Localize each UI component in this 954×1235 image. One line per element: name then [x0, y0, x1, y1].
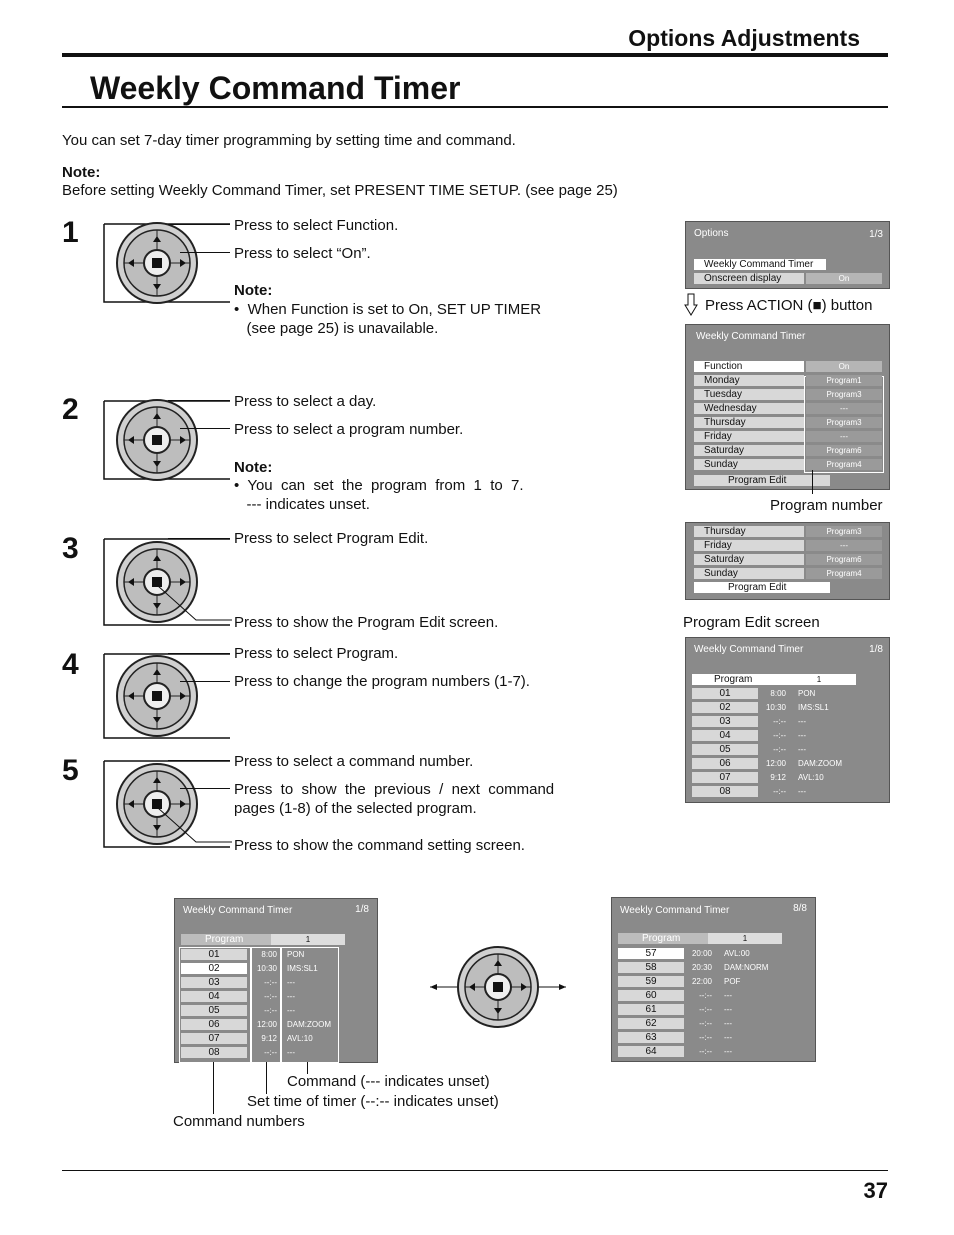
- step1-note-1: • When Function is set to On, SET UP TIMER: [234, 301, 542, 318]
- command-value: PON: [798, 689, 816, 698]
- command-value: IMS:SL1: [798, 703, 829, 712]
- command-number[interactable]: 58: [618, 962, 684, 973]
- command-number[interactable]: 61: [618, 1004, 684, 1015]
- note-label: Note:: [62, 164, 101, 181]
- step1-note-label: Note:: [234, 282, 273, 299]
- command-time: 22:00: [691, 977, 712, 986]
- command-time: 20:30: [691, 963, 712, 972]
- command-time: 20:00: [691, 949, 712, 958]
- command-number[interactable]: 02: [181, 963, 247, 974]
- remote-dpad-icon: [102, 652, 232, 742]
- command-time: --:--: [699, 991, 712, 1000]
- command-number[interactable]: 60: [618, 990, 684, 1001]
- command-value: AVL:10: [798, 773, 824, 782]
- step3-line1: Press to select Program Edit.: [234, 530, 429, 547]
- command-time: 10:30: [256, 964, 277, 973]
- step-number-3: 3: [62, 532, 79, 565]
- wct-row-label[interactable]: Thursday: [694, 417, 804, 428]
- caption-time: Set time of timer (--:-- indicates unset): [247, 1093, 499, 1110]
- wct-row-value[interactable]: Program3: [806, 389, 882, 400]
- command-number[interactable]: 57: [618, 948, 684, 959]
- command-number[interactable]: 03: [181, 977, 247, 988]
- wct-row-label[interactable]: Sunday: [694, 568, 804, 579]
- command-time: --:--: [264, 1048, 277, 1057]
- step-number-1: 1: [62, 216, 79, 249]
- command-number[interactable]: 04: [181, 991, 247, 1002]
- step2-note-2: --- indicates unset.: [234, 496, 370, 513]
- wct-row-value[interactable]: Program6: [806, 554, 882, 565]
- command-number[interactable]: 04: [692, 730, 758, 741]
- command-value: ---: [287, 978, 295, 987]
- command-number[interactable]: 02: [692, 702, 758, 713]
- command-value: DAM:ZOOM: [287, 1020, 331, 1029]
- command-value: DAM:NORM: [724, 963, 769, 972]
- command-number[interactable]: 07: [692, 772, 758, 783]
- command-number[interactable]: 08: [692, 786, 758, 797]
- wct-row-value[interactable]: ---: [806, 540, 882, 551]
- wct-row-label[interactable]: Tuesday: [694, 389, 804, 400]
- wct-screen: Weekly Command Timer Program Edit Function On Monday Program1 Tuesday Program3 Wednesday --- Thursday Program3 Friday --- Saturday Program6 Sunday Program4: [685, 324, 890, 490]
- title-rule: [62, 106, 888, 108]
- command-time: --:--: [699, 1033, 712, 1042]
- wct-row-label[interactable]: Wednesday: [694, 403, 804, 414]
- wct-row-label[interactable]: Monday: [694, 375, 804, 386]
- program-edit-screen: Weekly Command Timer 1/8 Program 1 01 8:00 PON 02 10:30 IMS:SL1 03 --:-- --- 04 --:-- --- 05 --:-- --- 06 12:00 DAM:ZOOM 07 9:12 AVL:10 08 --:-- ---: [685, 637, 890, 803]
- command-number[interactable]: 07: [181, 1033, 247, 1044]
- step2-note-1: • You can set the program from 1 to 7.: [234, 477, 524, 494]
- wct-row-label[interactable]: Saturday: [694, 554, 804, 565]
- program-edit-item[interactable]: Program Edit: [694, 582, 830, 593]
- footer-rule: [62, 1170, 888, 1171]
- step4-line2: Press to change the program numbers (1-7).: [234, 673, 530, 690]
- options-screen: Options 1/3 Weekly Command Timer Onscreen display On: [685, 221, 890, 289]
- wct-row-label[interactable]: Thursday: [694, 526, 804, 537]
- press-action-label: Press ACTION (■) button: [705, 297, 873, 314]
- command-time: 8:00: [770, 689, 786, 698]
- command-time: --:--: [264, 1006, 277, 1015]
- caption-command: Command (--- indicates unset): [287, 1073, 490, 1090]
- command-time: --:--: [699, 1019, 712, 1028]
- step2-note-label: Note:: [234, 459, 273, 476]
- wct-row-label[interactable]: Function: [694, 361, 804, 372]
- wct-row-label[interactable]: Friday: [694, 431, 804, 442]
- command-time: 9:12: [770, 773, 786, 782]
- command-value: PON: [287, 950, 305, 959]
- command-number[interactable]: 01: [181, 949, 247, 960]
- command-number[interactable]: 01: [692, 688, 758, 699]
- wct-row-value[interactable]: ---: [806, 431, 882, 442]
- program-edit-item[interactable]: Program Edit: [694, 475, 830, 486]
- command-time: 9:12: [261, 1034, 277, 1043]
- command-value: ---: [724, 991, 732, 1000]
- command-number[interactable]: 59: [618, 976, 684, 987]
- command-number[interactable]: 06: [181, 1019, 247, 1030]
- step5-line1: Press to select a command number.: [234, 753, 474, 770]
- wct-row-value[interactable]: Program6: [806, 445, 882, 456]
- wct-row-value[interactable]: Program4: [806, 568, 882, 579]
- step-number-5: 5: [62, 754, 79, 787]
- step1-line1: Press to select Function.: [234, 217, 399, 234]
- command-number[interactable]: 62: [618, 1018, 684, 1029]
- command-time: --:--: [699, 1047, 712, 1056]
- wct-row-value[interactable]: ---: [806, 403, 882, 414]
- remote-dpad-icon: [428, 942, 568, 1032]
- page-title: Weekly Command Timer: [90, 70, 461, 106]
- command-time: --:--: [773, 731, 786, 740]
- step3-line2: Press to show the Program Edit screen.: [234, 614, 499, 631]
- command-number[interactable]: 08: [181, 1047, 247, 1058]
- command-value: ---: [798, 745, 806, 754]
- command-value: POF: [724, 977, 741, 986]
- command-number[interactable]: 03: [692, 716, 758, 727]
- remote-dpad-icon: [102, 222, 232, 306]
- command-value: ---: [798, 787, 806, 796]
- wct-row-value[interactable]: Program3: [806, 526, 882, 537]
- command-number[interactable]: 63: [618, 1032, 684, 1043]
- command-time: 12:00: [765, 759, 786, 768]
- wct-row-label[interactable]: Saturday: [694, 445, 804, 456]
- command-number[interactable]: 05: [181, 1005, 247, 1016]
- step5-line4: Press to show the command setting screen.: [234, 837, 525, 854]
- step1-line2: Press to select “On”.: [234, 245, 371, 262]
- program-field-label: Program: [692, 674, 782, 685]
- command-number[interactable]: 06: [692, 758, 758, 769]
- wct-row-value[interactable]: Program1: [806, 375, 882, 386]
- command-page8-screen: Weekly Command Timer 8/8 Program 1 57 20:00 AVL:00 58 20:30 DAM:NORM 59 22:00 POF 60 --:-- --- 61 --:-- --- 62 --:-- --- 63 --:-- --- 64 --:-- ---: [611, 897, 816, 1062]
- command-time: --:--: [264, 992, 277, 1001]
- command-time: 10:30: [765, 703, 786, 712]
- caption-command-numbers: Command numbers: [173, 1113, 305, 1130]
- command-value: ---: [287, 992, 295, 1001]
- command-value: ---: [724, 1047, 732, 1056]
- command-value: ---: [724, 1033, 732, 1042]
- command-value: AVL:00: [724, 949, 750, 958]
- page-number: 37: [863, 1178, 888, 1203]
- command-value: ---: [724, 1019, 732, 1028]
- command-page1-screen: Weekly Command Timer 1/8 Program 1 01 8:00 PON 02 10:30 IMS:SL1 03 --:-- --- 04 --:-- --- 05 --:-- --- 06 12:00 DAM:ZOOM 07 9:12 AVL:10 08 --:-- ---: [174, 898, 378, 1063]
- wct-partial-screen: [685, 522, 890, 600]
- command-time: --:--: [264, 978, 277, 987]
- wct-row-value[interactable]: On: [806, 361, 882, 372]
- menu-item-onscreen-display[interactable]: Onscreen display: [694, 273, 804, 284]
- command-number[interactable]: 64: [618, 1046, 684, 1057]
- remote-dpad-icon: [102, 399, 232, 483]
- section-title: Options Adjustments: [628, 25, 860, 51]
- program-edit-screen-label: Program Edit screen: [683, 614, 820, 631]
- intro-text: You can set 7-day timer programming by setting time and command.: [62, 132, 516, 149]
- step1-note-2: (see page 25) is unavailable.: [234, 320, 439, 337]
- wct-row-label[interactable]: Friday: [694, 540, 804, 551]
- command-time: --:--: [773, 717, 786, 726]
- command-value: ---: [287, 1006, 295, 1015]
- step5-line2: Press to show the previous / next command: [234, 781, 555, 798]
- step4-line1: Press to select Program.: [234, 645, 399, 662]
- command-time: 12:00: [256, 1020, 277, 1029]
- step5-line3: pages (1-8) of the selected program.: [234, 800, 477, 817]
- command-value: AVL:10: [287, 1034, 313, 1043]
- command-value: ---: [287, 1048, 295, 1057]
- wct-row-value[interactable]: Program4: [806, 459, 882, 470]
- command-time: 8:00: [261, 950, 277, 959]
- command-value: ---: [798, 731, 806, 740]
- command-value: DAM:ZOOM: [798, 759, 842, 768]
- command-time: --:--: [773, 787, 786, 796]
- wct-row-label[interactable]: Sunday: [694, 459, 804, 470]
- command-number[interactable]: 05: [692, 744, 758, 755]
- command-value: IMS:SL1: [287, 964, 318, 973]
- arrow-down-icon: [684, 293, 698, 317]
- command-value: ---: [798, 717, 806, 726]
- command-value: ---: [724, 1005, 732, 1014]
- step-number-4: 4: [62, 648, 79, 681]
- program-selector[interactable]: 1: [782, 674, 856, 685]
- command-time: --:--: [699, 1005, 712, 1014]
- step-number-2: 2: [62, 393, 79, 426]
- step2-line1: Press to select a day.: [234, 393, 377, 410]
- command-time: --:--: [773, 745, 786, 754]
- menu-item-weekly-command-timer[interactable]: Weekly Command Timer: [694, 259, 826, 270]
- note-text: Before setting Weekly Command Timer, set PRESENT TIME SETUP. (see page 25): [62, 182, 618, 199]
- program-number-label: Program number: [770, 497, 883, 514]
- header-rule: [62, 53, 888, 57]
- step2-line2: Press to select a program number.: [234, 421, 464, 438]
- wct-row-value[interactable]: Program3: [806, 417, 882, 428]
